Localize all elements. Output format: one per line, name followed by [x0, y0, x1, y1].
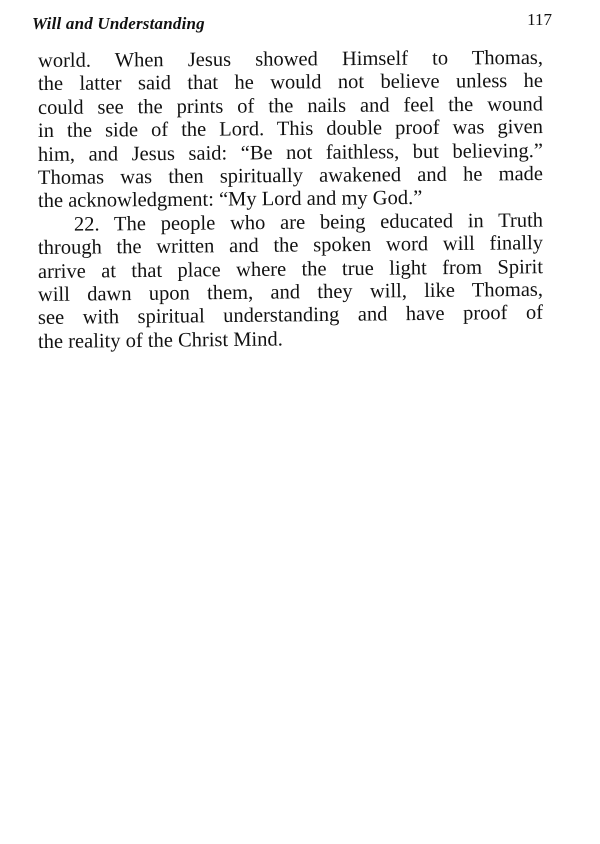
text-line: through the written and the spoken word will finally — [37, 232, 544, 260]
text-line: the latter said that he would not believe unless he — [37, 70, 544, 96]
paragraph-continuation — [37, 46, 544, 214]
running-header — [32, 8, 552, 36]
text-line: Thomas was then spiritually awakened and he made — [37, 163, 544, 190]
paragraph-22 — [37, 209, 544, 354]
text-line: 22. The people who are being educated in Truth — [73, 209, 544, 236]
page-number: 117 — [527, 10, 552, 29]
text-line: could see the prints of the nails and feel the wound — [37, 93, 544, 119]
text-line: the reality of the Christ Mind. — [37, 328, 283, 353]
running-title: Will and Understanding — [32, 14, 205, 33]
text-line: will dawn upon them, and they will, like Thomas, — [37, 278, 544, 307]
text-line: world. When Jesus showed Himself to Thomas, — [37, 46, 544, 72]
body-text — [37, 46, 544, 354]
text-line: in the side of the Lord. This double proof was given — [37, 116, 544, 143]
text-line: him, and Jesus said: “Be not faithless, but believing.” — [37, 139, 544, 166]
text-line: the acknowledgment: “My Lord and my God.” — [37, 187, 423, 213]
text-line: arrive at that place where the true light from Spirit — [37, 255, 544, 283]
text-line: see with spiritual understanding and have proof of — [37, 302, 544, 330]
